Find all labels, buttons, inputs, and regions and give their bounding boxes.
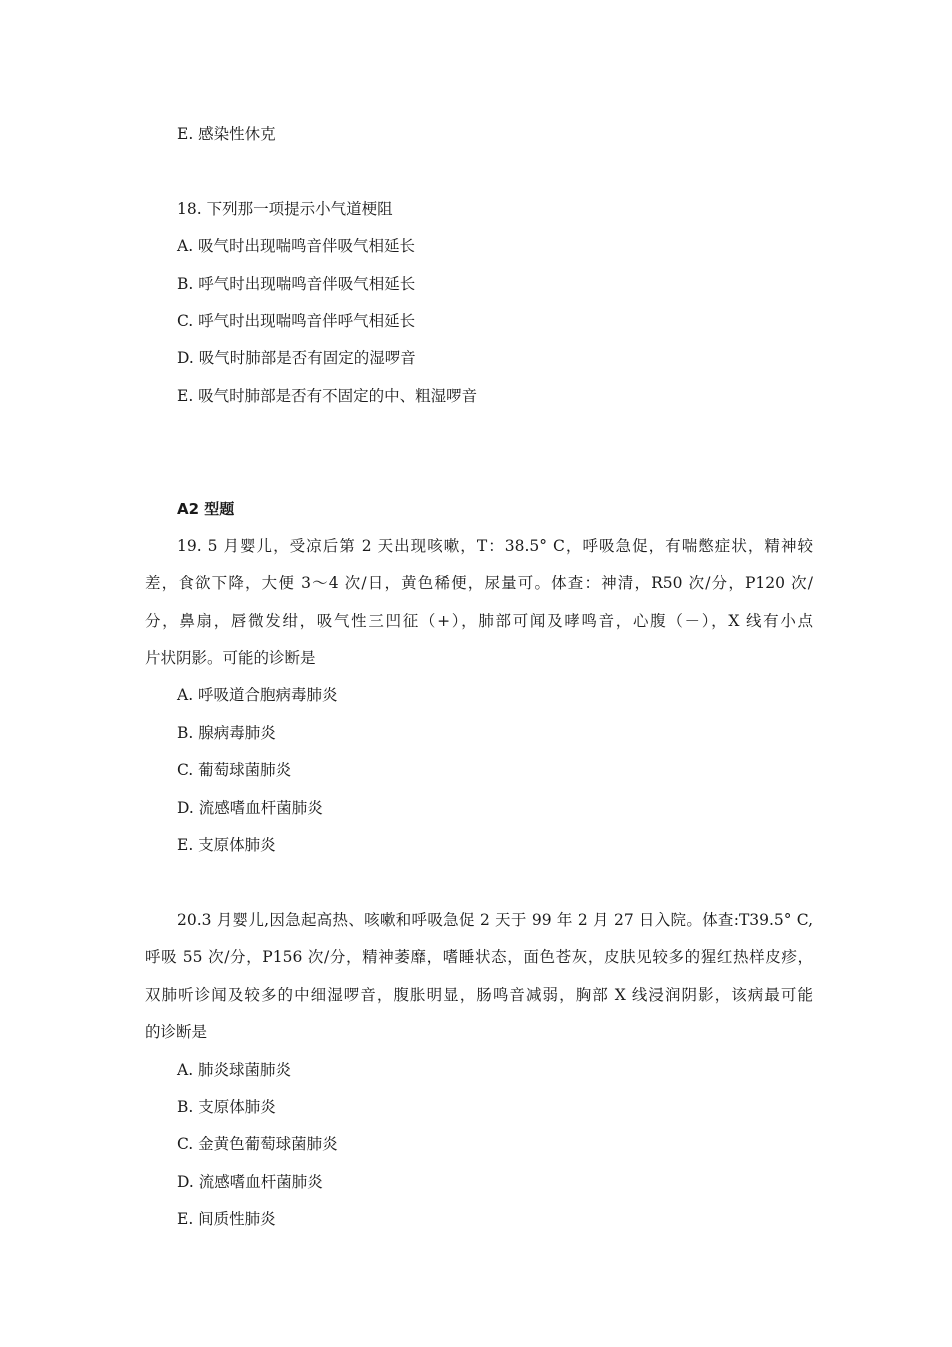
q20-option-e: E. 间质性肺炎 — [177, 1210, 276, 1228]
q19-option-d: D. 流感嗜血杆菌肺炎 — [177, 799, 323, 817]
q19-stem-line-1: 19. 5 月婴儿，受凉后第 2 天出现咳嗽，T：38.5° C，呼吸急促，有喘憋症状，精神较 — [177, 537, 813, 555]
q18-option-a: A. 吸气时出现喘鸣音伴吸气相延长 — [177, 237, 416, 255]
q18-option-e: E. 吸气时肺部是否有不固定的中、粗湿啰音 — [177, 387, 478, 405]
q20-stem-line-2: 呼吸 55 次/分，P156 次/分，精神萎靡，嗜睡状态，面色苍灰，皮肤见较多的猩红热样皮疹， — [145, 948, 813, 966]
q19-option-a: A. 呼吸道合胞病毒肺炎 — [177, 686, 338, 704]
q20-stem-line-1: 20.3 月婴儿,因急起高热、咳嗽和呼吸急促 2 天于 99 年 2 月 27 日入院。体查:T39.5° C, — [177, 911, 813, 929]
q18-stem: 18. 下列那一项提示小气道梗阻 — [177, 200, 393, 218]
q20-option-b: B. 支原体肺炎 — [177, 1098, 276, 1116]
q19-option-b: B. 腺病毒肺炎 — [177, 724, 276, 742]
section-title-a2: A2 型题 — [177, 500, 235, 518]
q20-option-c: C. 金黄色葡萄球菌肺炎 — [177, 1135, 338, 1153]
q17-option-e: E. 感染性休克 — [177, 125, 276, 143]
q18-option-b: B. 呼气时出现喘鸣音伴吸气相延长 — [177, 275, 416, 293]
q19-stem-line-2: 差，食欲下降，大便 3～4 次/日，黄色稀便，尿量可。体查：神清，R50 次/分，P120 次/ — [145, 574, 813, 592]
q18-option-d: D. 吸气时肺部是否有固定的湿啰音 — [177, 349, 416, 367]
q20-stem-line-4: 的诊断是 — [145, 1023, 208, 1041]
q20-option-d: D. 流感嗜血杆菌肺炎 — [177, 1173, 323, 1191]
q20-option-a: A. 肺炎球菌肺炎 — [177, 1061, 292, 1079]
q19-stem-line-3: 分，鼻扇，唇微发绀，吸气性三凹征（+），肺部可闻及哮鸣音，心腹（－），X 线有小点 — [145, 612, 813, 630]
q18-option-c: C. 呼气时出现喘鸣音伴呼气相延长 — [177, 312, 416, 330]
q19-stem-line-4: 片状阴影。可能的诊断是 — [145, 649, 316, 667]
q19-option-c: C. 葡萄球菌肺炎 — [177, 761, 292, 779]
q20-stem-line-3: 双肺听诊闻及较多的中细湿啰音，腹胀明显，肠鸣音减弱，胸部 X 线浸润阴影，该病最可能 — [145, 986, 813, 1004]
q19-option-e: E. 支原体肺炎 — [177, 836, 276, 854]
